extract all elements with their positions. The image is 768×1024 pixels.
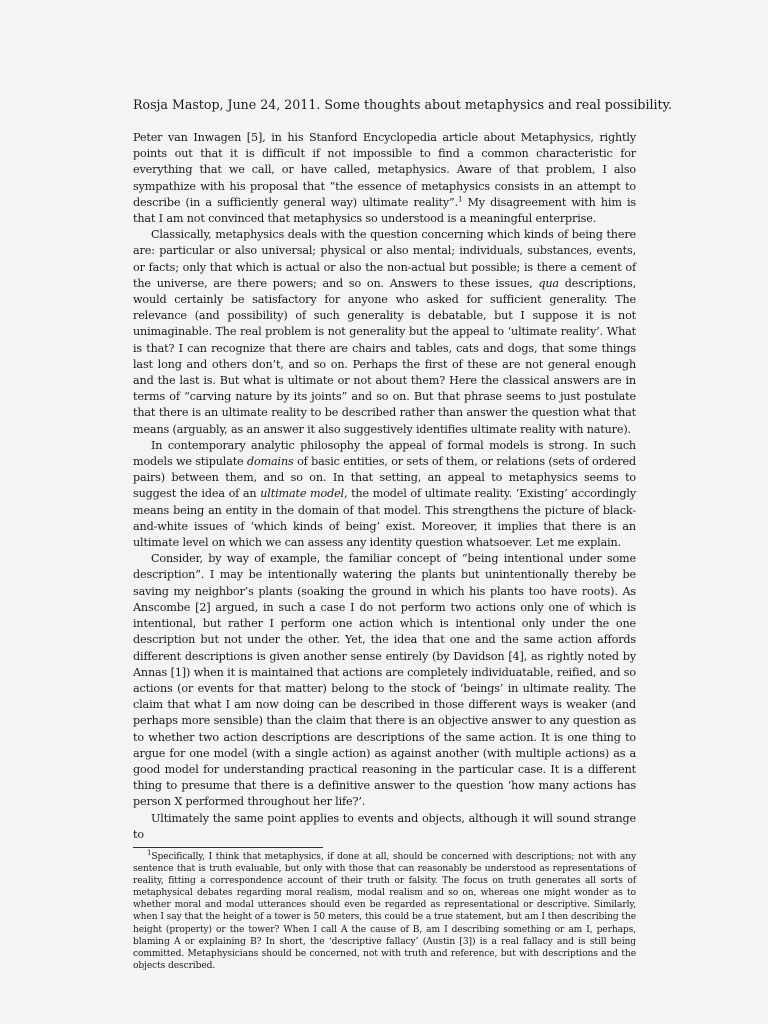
paragraph-3-text-c: , the model of ultimate reality. ‘Existing’ accordingly means being an entity in the domain of that model. This strengthens the picture of black-and-white issues of ‘which kinds of being’ exist. Moreover, it implies that there is an ultimate level on which we can assess any identity question whatsoever. Let me explain. (133, 487, 636, 550)
paragraph-2-text-a: Classically, metaphysics deals with the question concerning which kinds of being there are: particular or also universal; physical or also mental; individuals, substances, events, or facts; only that which is actual or also the non-actual but possible; is there a cement of the universe, are there powers; and so on. Answers to these issues, (133, 228, 636, 290)
body-text (133, 130, 636, 843)
paragraph-2 (133, 227, 636, 438)
paragraph-3-emphasis-domains: domains (246, 455, 294, 469)
paragraph-2-emphasis-qua: qua (538, 276, 559, 290)
paragraph-3-text-b: of basic entities, or sets of them, or relations (sets of ordered pairs) between them, and so on. In that setting, an appeal to metaphysics seems to suggest the idea of an (133, 455, 636, 501)
footnote-marker[interactable]: 1 (458, 195, 463, 204)
paragraph-3-emphasis-ultimate-model: ultimate model (260, 487, 344, 501)
paragraph-4-text-a: Consider, by way of example, the familiar concept of “being intentional under some description”. I may be intentionally watering the plants but unintentionally thereby be saving my neighbor’s plants (soaking the ground in which his plants too have roots). As Anscombe [2] argued, in such a case I do not perform two actions only one of which is intentional, but rather I perform one action which is intentional only under the one description but not under the other. Yet, the idea that one and the same action affords different descriptions is given another sense entirely (by Davidson [4], as rightly noted by Annas [1]) when it is maintained that actions are completely individuatable, reified, and so actions (or events for that matter) belong to the stock of ‘beings’ in ultimate reality. The claim that what I am now doing can be described in those different ways is weaker (and perhaps more sensible) than the claim that there is an objective answer to any question as to whether two action descriptions are descriptions of the same action. It is one thing to argue for one model (with a single action) as against another (with multiple actions) as a good model for understanding practical reasoning in the particular case. It is a different thing to presume that there is a definitive answer to the question ‘how many actions has person X performed throughout her life?’. (133, 552, 636, 809)
paragraph-5-text-a: Ultimately the same point applies to events and objects, although it will sound strange to (133, 811, 636, 841)
footnote-1 (133, 848, 636, 972)
document-page (133, 96, 673, 972)
paragraph-3 (133, 438, 636, 551)
paragraph-1-text-b: My disagreement with him is that I am not convinced that metaphysics so understood is a meaningful enterprise. (133, 195, 636, 226)
document-header: Rosja Mastop, June 24, 2011. Some thoughts about metaphysics and real possibility. (133, 97, 673, 112)
paragraph-1 (133, 130, 636, 227)
footnote (133, 848, 636, 972)
footnote-divider (133, 847, 323, 848)
paragraph-1-text-a: Peter van Inwagen [5], in his Stanford Encyclopedia article about Metaphysics, rightly points out that it is difficult if not impossible to find a common characteristic for everything that we call, or have called, metaphysics. Aware of that problem, I also sympathize with his proposal that “the essence of metaphysics consists in an attempt to describe (in a sufficiently general way) ultimate reality”. (133, 131, 636, 209)
footnote-1-text: Specifically, I think that metaphysics, if done at all, should be concerned with descriptions; not with any sentence that is truth evaluable, but only with those that can reasonably be understood as representations of reality, fitting a correspondence account of their truth or falsity. The focus on truth generates all sorts of metaphysical debates regarding moral realism, modal realism and so on, whereas one might wonder as to whether moral and modal utterances should even be regarded as representational or descriptive. Similarly, when I say that the height of a tower is 50 meters, this could be a true statement, but am I then describing the height (property) or the tower? When I call A the cause of B, am I describing something or am I, perhaps, blaming A or explaining B? In short, the ‘descriptive fallacy’ (Austin [3]) is a real fallacy and is still being committed. Metaphysicians should be concerned, not with truth and reference, but with descriptions and the objects described. (133, 851, 636, 971)
paragraph-4 (133, 551, 636, 810)
paragraph-5 (133, 811, 636, 843)
paragraph-2-text-b: descriptions, would certainly be satisfactory for anyone who asked for sufficient generality. The relevance (and possibility) of such generality is debatable, but I suppose it is not unimaginable. The real problem is not generality but the appeal to ‘ultimate reality’. What is that? I can recognize that there are chairs and tables, cats and dogs, that some things last long and others don’t, and so on. Perhaps the first of these are not general enough and the last is. But what is ultimate or not about them? Here the classical answers are in terms of “carving nature by its joints” and so on. But that phrase seems to just postulate that there is an ultimate reality to be described rather than answer the question what that means (arguably, as an answer it also suggestively identifies ultimate reality with nature). (133, 276, 636, 436)
footnote-mark: 1 (147, 848, 152, 857)
paragraph-3-text-a: In contemporary analytic philosophy the appeal of formal models is strong. In such models we stipulate (133, 438, 636, 469)
